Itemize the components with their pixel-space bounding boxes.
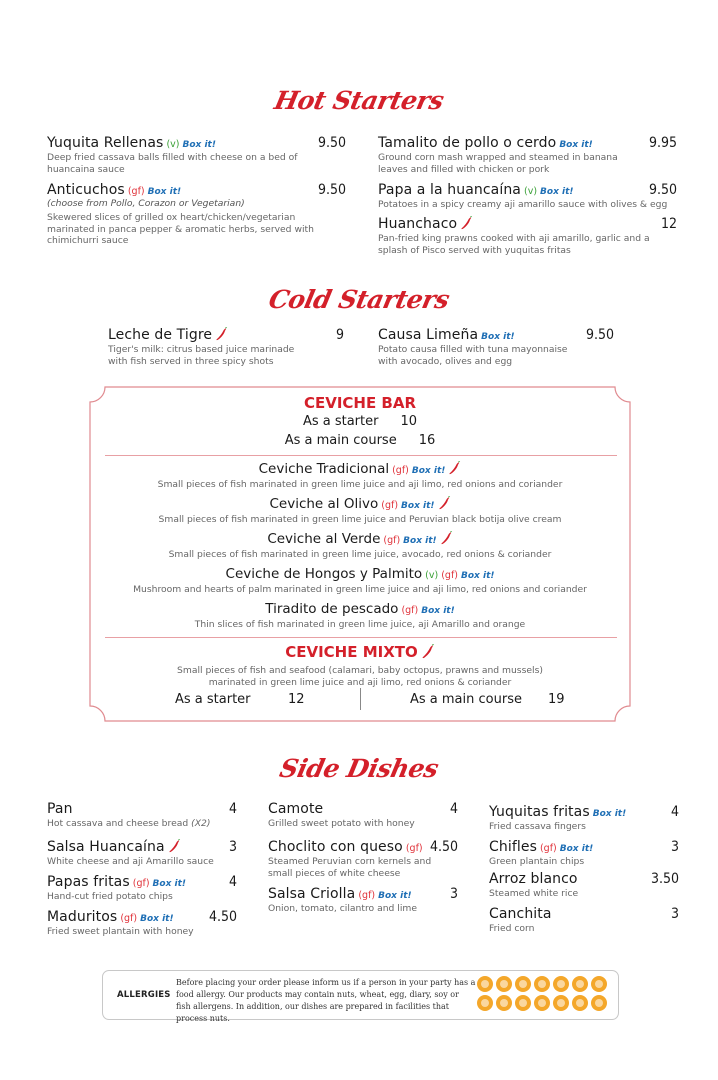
item-description: Grilled sweet potato with honey bbox=[268, 818, 415, 829]
item-price: 9.50 bbox=[648, 182, 677, 198]
item-description bbox=[47, 818, 237, 830]
fish-icon bbox=[534, 976, 550, 992]
item-price: 9.50 bbox=[317, 182, 346, 198]
spicy-chili-icon bbox=[447, 461, 461, 475]
menu-item-yuquita-rellenas bbox=[47, 132, 346, 175]
item-description: Mushroom and hearts of palm marinated in green lime juice and aji limo, red onions and coriander bbox=[133, 584, 587, 595]
ceviche-mixto-title bbox=[89, 643, 631, 661]
spicy-chili-icon bbox=[420, 644, 435, 659]
item-description: White cheese and aji Amarillo sauce bbox=[47, 856, 214, 867]
box-it-badge: Box it! bbox=[559, 140, 593, 150]
box-it-badge: Box it! bbox=[559, 844, 594, 854]
sulphite-icon bbox=[534, 995, 550, 1011]
item-description: Green plantain chips bbox=[489, 856, 585, 867]
item-price: 3.50 bbox=[650, 871, 679, 887]
main-label: As a main course bbox=[284, 433, 397, 448]
side-item-papas-fritas bbox=[47, 871, 237, 903]
mixto-main-label: As a main course bbox=[410, 692, 522, 707]
item-name: Arroz blanco bbox=[489, 871, 578, 887]
item-price: 4 bbox=[228, 801, 237, 817]
mustard-icon bbox=[496, 995, 512, 1011]
item-description: Steamed Peruvian corn kernels and small pieces of white cheese bbox=[268, 856, 432, 879]
item-price: 4 bbox=[228, 874, 237, 890]
section-title-cold-starters: Cold Starters bbox=[266, 285, 452, 314]
section-title-side-dishes: Side Dishes bbox=[277, 754, 441, 783]
ceviche-item-verde bbox=[89, 531, 631, 547]
menu-item-anticuchos bbox=[47, 179, 346, 247]
item-description: Hand-cut fried potato chips bbox=[47, 891, 173, 902]
item-price: 3 bbox=[449, 886, 458, 902]
side-item-arroz-blanco bbox=[489, 871, 679, 900]
item-description: Fried corn bbox=[489, 923, 535, 934]
box-it-badge: Box it! bbox=[182, 140, 216, 150]
side-item-maduritos bbox=[47, 906, 237, 938]
desc-text: Hot cassava and cheese bread bbox=[47, 818, 189, 829]
item-name: Yuquitas fritas bbox=[489, 804, 590, 820]
side-item-yuquitas-fritas bbox=[489, 801, 679, 833]
starter-price: 10 bbox=[400, 414, 418, 429]
item-price: 9.50 bbox=[585, 327, 614, 343]
spicy-chili-icon bbox=[437, 496, 451, 510]
side-item-salsa-criolla bbox=[268, 883, 458, 915]
side-item-canchita bbox=[489, 906, 679, 935]
box-it-badge: Box it! bbox=[481, 332, 515, 342]
item-price: 9.50 bbox=[317, 135, 346, 151]
item-price: 4.50 bbox=[208, 909, 237, 925]
menu-item-papa-huancaina bbox=[378, 179, 677, 211]
ceviche-item-olivo bbox=[89, 496, 631, 512]
divider bbox=[105, 637, 617, 638]
ceviche-starter-price-row bbox=[89, 414, 631, 429]
peanut-icon bbox=[553, 976, 569, 992]
crustacean-icon bbox=[496, 976, 512, 992]
item-name: Huanchaco bbox=[378, 216, 458, 232]
item-name: Choclito con queso bbox=[268, 839, 403, 855]
item-name: Ceviche Tradicional bbox=[258, 461, 390, 477]
desc-note: (X2) bbox=[191, 818, 211, 829]
spicy-chili-icon bbox=[459, 216, 473, 230]
gluten-free-tag: (gf) bbox=[539, 843, 557, 854]
item-price: 4.50 bbox=[429, 839, 458, 855]
item-name: Ceviche al Olivo bbox=[269, 496, 379, 512]
item-description: Potatoes in a spicy creamy aji amarillo sauce with olives & egg bbox=[378, 199, 668, 210]
box-it-badge: Box it! bbox=[152, 879, 187, 889]
mixto-description-line2: marinated in green lime juice and aji limo, red onions & coriander bbox=[208, 677, 512, 688]
allergies-box bbox=[102, 970, 619, 1023]
celery-icon bbox=[477, 995, 493, 1011]
vegetarian-tag: (v) bbox=[166, 139, 180, 150]
lupin-icon bbox=[553, 995, 569, 1011]
ceviche-item-tradicional bbox=[89, 461, 631, 477]
gluten-free-tag: (gf) bbox=[120, 913, 138, 924]
gluten-free-tag: (gf) bbox=[441, 570, 458, 581]
sesame-icon bbox=[515, 995, 531, 1011]
mixto-starter-label: As a starter bbox=[175, 692, 251, 707]
item-name: Anticuchos bbox=[47, 182, 125, 198]
mixto-description-line1: Small pieces of fish and seafood (calamari, baby octopus, prawns and mussels) bbox=[177, 665, 543, 676]
ceviche-main-price-row bbox=[89, 433, 631, 448]
ceviche-bar-box bbox=[89, 386, 631, 722]
vertical-divider bbox=[360, 688, 361, 710]
item-price: 4 bbox=[449, 801, 458, 817]
item-name: Canchita bbox=[489, 906, 552, 922]
nuts-icon bbox=[591, 995, 607, 1011]
item-description: Tiger's milk: citrus based juice marinade with fish served in three spicy shots bbox=[108, 344, 295, 367]
box-it-badge: Box it! bbox=[147, 187, 182, 197]
item-name: Salsa Huancaína bbox=[47, 839, 165, 855]
box-it-badge: Box it! bbox=[592, 809, 627, 819]
item-description: Pan-fried king prawns cooked with aji amarillo, garlic and a splash of Pisco served with yuquitas fritas bbox=[378, 233, 650, 256]
main-price: 16 bbox=[418, 433, 436, 448]
item-name: Camote bbox=[268, 801, 324, 817]
mixto-starter-price: 12 bbox=[288, 692, 305, 707]
item-name: Tiradito de pescado bbox=[265, 601, 399, 617]
item-description: Ground corn mash wrapped and steamed in banana leaves and filled with chicken or pork bbox=[378, 152, 618, 175]
box-it-badge: Box it! bbox=[421, 606, 455, 616]
starter-label: As a starter bbox=[302, 414, 379, 429]
menu-item-causa-limena bbox=[378, 324, 614, 367]
gluten-free-tag: (gf) bbox=[132, 878, 150, 889]
side-item-choclito-con-queso bbox=[268, 836, 458, 879]
item-price: 3 bbox=[670, 839, 679, 855]
gluten-free-tag: (gf) bbox=[358, 890, 376, 901]
side-item-pan bbox=[47, 801, 237, 830]
menu-item-huanchaco bbox=[378, 213, 677, 256]
box-it-badge: Box it! bbox=[378, 891, 412, 901]
item-name: Yuquita Rellenas bbox=[47, 135, 164, 151]
item-price: 12 bbox=[660, 216, 677, 232]
ceviche-bar-title: CEVICHE BAR bbox=[303, 394, 417, 412]
item-name: Salsa Criolla bbox=[268, 886, 356, 902]
gluten-free-tag: (gf) bbox=[392, 465, 409, 476]
spicy-chili-icon bbox=[167, 839, 181, 853]
item-description: Onion, tomato, cilantro and lime bbox=[268, 903, 418, 914]
ceviche-item-hongos-palmito bbox=[89, 566, 631, 582]
side-item-salsa-huancaina bbox=[47, 836, 237, 868]
gluten-free-tag: (gf) bbox=[127, 186, 145, 197]
item-description: Potato causa filled with tuna mayonnaise with avocado, olives and egg bbox=[378, 344, 568, 367]
item-price: 9.95 bbox=[648, 135, 677, 151]
item-description: Steamed white rice bbox=[489, 888, 579, 899]
vegetarian-tag: (v) bbox=[523, 186, 538, 197]
item-price: 4 bbox=[670, 804, 679, 820]
item-price: 3 bbox=[670, 906, 679, 922]
box-it-badge: Box it! bbox=[461, 571, 495, 581]
box-it-badge: Box it! bbox=[140, 914, 174, 924]
item-description: Thin slices of fish marinated in green lime juice, aji Amarillo and orange bbox=[194, 619, 526, 630]
gluten-free-tag: (gf) bbox=[405, 843, 423, 854]
item-name: Causa Limeña bbox=[378, 327, 479, 343]
item-name: Maduritos bbox=[47, 909, 118, 925]
soy-icon bbox=[572, 976, 588, 992]
item-name: Leche de Tigre bbox=[108, 327, 213, 343]
divider bbox=[105, 455, 617, 456]
vegetarian-tag: (v) bbox=[425, 570, 439, 581]
allergies-text: Before placing your order please inform us if a person in your party has a food allergy. Our products may contain nuts, wheat, egg, diary, soy or fish allergens. In addition, our dishes are prepared in facilities that process nuts. bbox=[176, 978, 476, 1023]
box-it-badge: Box it! bbox=[403, 536, 437, 546]
item-name: Ceviche al Verde bbox=[267, 531, 381, 547]
item-description: Deep fried cassava balls filled with cheese on a bed of huancaina sauce bbox=[47, 152, 298, 175]
menu-item-tamalito bbox=[378, 132, 677, 175]
spicy-chili-icon bbox=[439, 531, 453, 545]
box-it-badge: Box it! bbox=[540, 187, 574, 197]
section-title-hot-starters: Hot Starters bbox=[271, 86, 447, 115]
side-item-camote bbox=[268, 801, 458, 830]
item-price: 3 bbox=[228, 839, 237, 855]
mollusc-icon bbox=[572, 995, 588, 1011]
box-it-badge: Box it! bbox=[401, 501, 435, 511]
mixto-main-price: 19 bbox=[548, 692, 565, 707]
gluten-free-tag: (gf) bbox=[381, 500, 399, 511]
milk-icon bbox=[591, 976, 607, 992]
item-note: (choose from Pollo, Corazon or Vegetarian) bbox=[47, 198, 245, 209]
item-description: Small pieces of fish marinated in green lime juice and aji limo, red onions and coriander bbox=[157, 479, 563, 490]
allergen-icon-grid bbox=[477, 976, 609, 1011]
side-item-chifles bbox=[489, 836, 679, 868]
ceviche-item-tiradito bbox=[89, 601, 631, 617]
item-description: Skewered slices of grilled ox heart/chicken/vegetarian marinated in panca pepper & aromatic herbs, served with chimichurri sauce bbox=[47, 212, 314, 246]
item-name: Chifles bbox=[489, 839, 537, 855]
gluten-free-tag: (gf) bbox=[401, 605, 419, 616]
item-name: Tamalito de pollo o cerdo bbox=[378, 135, 557, 151]
item-description: Small pieces of fish marinated in green lime juice, avocado, red onions & coriander bbox=[168, 549, 552, 560]
item-description: Small pieces of fish marinated in green lime juice and Peruvian black botija olive cream bbox=[158, 514, 562, 525]
allergies-label: ALLERGIES bbox=[117, 990, 171, 1000]
egg-icon bbox=[515, 976, 531, 992]
item-description: Fried cassava fingers bbox=[489, 821, 586, 832]
box-it-badge: Box it! bbox=[411, 466, 446, 476]
menu-item-leche-de-tigre bbox=[108, 324, 344, 367]
mixto-title-text: CEVICHE MIXTO bbox=[285, 643, 418, 661]
item-name: Ceviche de Hongos y Palmito bbox=[225, 566, 423, 582]
gluten-icon bbox=[477, 976, 493, 992]
item-description: Fried sweet plantain with honey bbox=[47, 926, 194, 937]
item-name: Papa a la huancaína bbox=[378, 182, 521, 198]
item-name: Papas fritas bbox=[47, 874, 130, 890]
item-price: 9 bbox=[335, 327, 344, 343]
item-name: Pan bbox=[47, 801, 73, 817]
spicy-chili-icon bbox=[214, 327, 228, 341]
gluten-free-tag: (gf) bbox=[383, 535, 401, 546]
